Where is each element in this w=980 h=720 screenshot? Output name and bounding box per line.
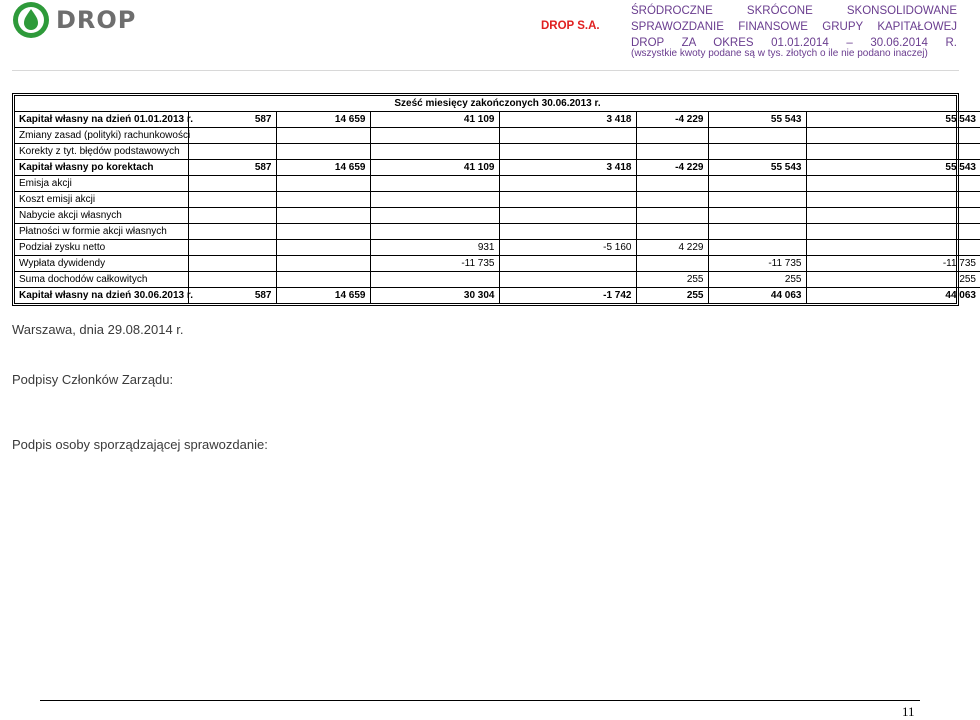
- row-value: 41 109: [370, 112, 499, 128]
- row-value: 3 418: [499, 112, 636, 128]
- row-value: [708, 240, 806, 256]
- row-value: [636, 128, 708, 144]
- row-value: [499, 192, 636, 208]
- place-date: Warszawa, dnia 29.08.2014 r.: [12, 322, 184, 337]
- period-header: Sześć miesięcy zakończonych 30.06.2013 r.: [15, 96, 980, 112]
- board-signatures-label: Podpisy Członków Zarządu:: [12, 372, 174, 387]
- row-value: [276, 272, 370, 288]
- row-value: [708, 208, 806, 224]
- row-value: [276, 208, 370, 224]
- table-row: [15, 192, 980, 208]
- equity-changes-table: [12, 93, 976, 306]
- row-value: [636, 256, 708, 272]
- logo-text: DROP: [56, 6, 137, 34]
- table-row: [15, 160, 980, 176]
- table-row: [15, 288, 980, 304]
- row-value: 587: [188, 288, 276, 304]
- row-value: 255: [636, 288, 708, 304]
- row-value: [708, 128, 806, 144]
- row-value: [708, 192, 806, 208]
- row-value: 55 543: [708, 160, 806, 176]
- row-value: 55 543: [708, 112, 806, 128]
- row-value: [806, 240, 980, 256]
- row-value: [806, 208, 980, 224]
- page-footer-divider: [40, 700, 920, 701]
- row-value: 14 659: [276, 112, 370, 128]
- row-label: Zmiany zasad (polityki) rachunkowości: [15, 128, 188, 144]
- row-value: [370, 176, 499, 192]
- row-value: [370, 224, 499, 240]
- row-value: [708, 224, 806, 240]
- row-value: [636, 224, 708, 240]
- row-value: [636, 192, 708, 208]
- table-row: [15, 112, 980, 128]
- row-value: 255: [806, 272, 980, 288]
- row-value: 587: [188, 112, 276, 128]
- table-row: [15, 224, 980, 240]
- row-value: [188, 240, 276, 256]
- table-row: [15, 208, 980, 224]
- row-value: [806, 192, 980, 208]
- row-value: [499, 272, 636, 288]
- table-row: [15, 272, 980, 288]
- row-value: [370, 192, 499, 208]
- row-value: [276, 224, 370, 240]
- row-value: [276, 240, 370, 256]
- row-label: Kapitał własny na dzień 30.06.2013 r.: [15, 288, 188, 304]
- row-label: Wypłata dywidendy: [15, 256, 188, 272]
- row-value: [188, 224, 276, 240]
- row-value: [188, 208, 276, 224]
- row-value: 4 229: [636, 240, 708, 256]
- row-value: [806, 128, 980, 144]
- report-title: ŚRÓDROCZNE SKRÓCONE SKONSOLIDOWANE SPRAWOZDANIE FINANSOWE GRUPY KAPITAŁOWEJ DROP ZA OKRES 01.01.2014 – 30.06.2014 R.: [631, 5, 957, 49]
- row-value: 44 063: [806, 288, 980, 304]
- row-value: [188, 192, 276, 208]
- row-value: 44 063: [708, 288, 806, 304]
- row-value: [499, 144, 636, 160]
- row-label: Podział zysku netto: [15, 240, 188, 256]
- row-value: [276, 256, 370, 272]
- row-value: [636, 208, 708, 224]
- row-value: [636, 144, 708, 160]
- row-value: -11 735: [370, 256, 499, 272]
- row-value: -4 229: [636, 160, 708, 176]
- row-value: [188, 176, 276, 192]
- row-value: -5 160: [499, 240, 636, 256]
- company-logo: [12, 2, 136, 38]
- row-value: 55 543: [806, 160, 980, 176]
- row-value: [188, 128, 276, 144]
- row-value: [806, 176, 980, 192]
- row-value: [499, 176, 636, 192]
- row-value: -11 735: [708, 256, 806, 272]
- row-value: [370, 128, 499, 144]
- row-label: Suma dochodów całkowitych: [15, 272, 188, 288]
- report-subtitle: (wszystkie kwoty podane są w tys. złotych o ile nie podano inaczej): [631, 48, 928, 59]
- row-label: Płatności w formie akcji własnych: [15, 224, 188, 240]
- row-label: Nabycie akcji własnych: [15, 208, 188, 224]
- row-value: [276, 128, 370, 144]
- row-value: [276, 144, 370, 160]
- row-value: 14 659: [276, 288, 370, 304]
- row-value: [806, 144, 980, 160]
- row-value: [276, 176, 370, 192]
- row-value: 55 543: [806, 112, 980, 128]
- row-value: -11 735: [806, 256, 980, 272]
- table-row: [15, 144, 980, 160]
- row-value: [499, 224, 636, 240]
- row-value: [708, 176, 806, 192]
- row-label: Korekty z tyt. błędów podstawowych: [15, 144, 188, 160]
- table-row: [15, 256, 980, 272]
- row-value: [636, 176, 708, 192]
- header-divider: [12, 70, 959, 71]
- preparer-signature-label: Podpis osoby sporządzającej sprawozdanie:: [12, 437, 268, 452]
- row-value: [370, 144, 499, 160]
- row-value: [188, 256, 276, 272]
- row-value: [708, 144, 806, 160]
- table-period-header-row: [15, 96, 980, 112]
- company-name: DROP S.A.: [541, 20, 600, 32]
- table-row: [15, 240, 980, 256]
- row-value: 587: [188, 160, 276, 176]
- row-label: Koszt emisji akcji: [15, 192, 188, 208]
- drop-logo-icon: [12, 1, 50, 39]
- row-value: -4 229: [636, 112, 708, 128]
- row-value: [276, 192, 370, 208]
- row-value: 30 304: [370, 288, 499, 304]
- row-value: 931: [370, 240, 499, 256]
- row-value: 14 659: [276, 160, 370, 176]
- row-label: Kapitał własny po korektach: [15, 160, 188, 176]
- row-value: [806, 224, 980, 240]
- row-value: [188, 272, 276, 288]
- row-value: 41 109: [370, 160, 499, 176]
- row-value: [499, 208, 636, 224]
- row-label: Kapitał własny na dzień 01.01.2013 r.: [15, 112, 188, 128]
- row-value: 255: [636, 272, 708, 288]
- row-value: 255: [708, 272, 806, 288]
- table-row: [15, 128, 980, 144]
- row-value: [370, 208, 499, 224]
- row-value: [370, 272, 499, 288]
- row-label: Emisja akcji: [15, 176, 188, 192]
- row-value: [499, 128, 636, 144]
- row-value: 3 418: [499, 160, 636, 176]
- page-number: 11: [902, 704, 915, 719]
- row-value: -1 742: [499, 288, 636, 304]
- table-row: [15, 176, 980, 192]
- row-value: [188, 144, 276, 160]
- row-value: [499, 256, 636, 272]
